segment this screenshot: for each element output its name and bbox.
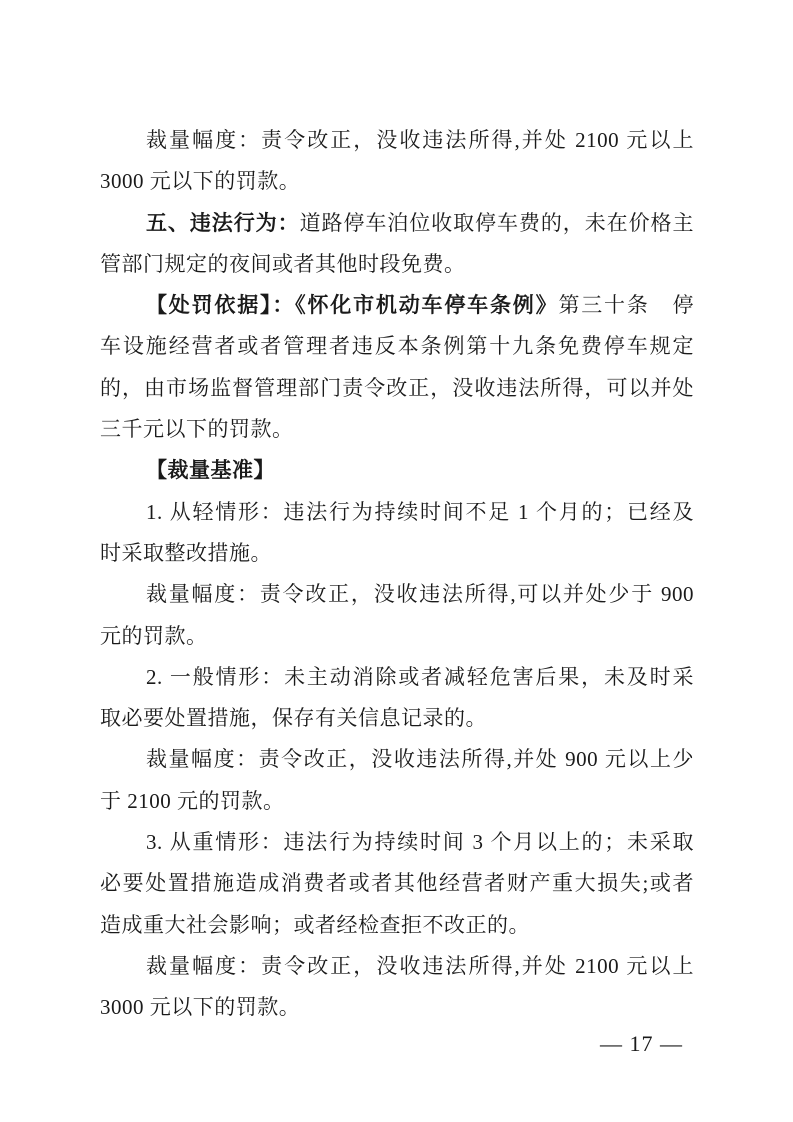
- text-run: 裁量幅度：责令改正，没收违法所得,并处 2100 元以上: [146, 128, 694, 152]
- bold-run: 【裁量基准】: [146, 458, 275, 483]
- text-run: 取必要处置措施，保存有关信息记录的。: [100, 706, 487, 731]
- text-run: 必要处置措施造成消费者或者其他经营者财产重大损失;或者: [100, 871, 694, 896]
- text-run: 管部门规定的夜间或者其他时段免费。: [100, 251, 466, 276]
- text-run: 裁量幅度：责令改正，没收违法所得,并处 900 元以上少: [146, 747, 694, 772]
- section-heading: [100, 450, 694, 491]
- text-line: [100, 326, 694, 367]
- text-run: 时采取整改措施。: [100, 540, 272, 565]
- bold-run: 【处罚依据】：《怀化市机动车停车条例》: [146, 293, 559, 318]
- text-run: 3. 从重情形：违法行为持续时间 3 个月以上的；未采取: [146, 830, 694, 855]
- text-run: 于 2100 元的罚款。: [100, 788, 285, 813]
- text-line: [100, 161, 694, 202]
- text-run: 三千元以下的罚款。: [100, 417, 294, 442]
- text-line: [100, 739, 694, 780]
- text-run: 第三十条 停: [558, 293, 694, 318]
- text-line: [100, 533, 694, 574]
- text-run: 裁量幅度：责令改正，没收违法所得,可以并处少于 900: [146, 582, 694, 607]
- text-run: 3000 元以下的罚款。: [100, 995, 301, 1020]
- text-run: 元的罚款。: [100, 623, 208, 648]
- text-line: [100, 698, 694, 739]
- text-line: [100, 244, 694, 285]
- text-run: 1. 从轻情形：违法行为持续时间不足 1 个月的；已经及: [146, 499, 694, 524]
- text-line: [100, 574, 694, 615]
- text-line: [100, 822, 694, 863]
- text-run: 裁量幅度：责令改正，没收违法所得,并处 2100 元以上: [146, 953, 694, 978]
- page-number: — 17 —: [600, 1031, 683, 1056]
- text-run: 车设施经营者或者管理者违反本条例第十九条免费停车规定: [100, 334, 694, 359]
- bold-run: 五、违法行为：: [146, 210, 300, 235]
- text-line: [100, 409, 694, 450]
- text-line: [100, 616, 694, 657]
- text-line: [100, 492, 694, 533]
- text-line: [100, 657, 694, 698]
- text-run: 的，由市场监督管理部门责令改正，没收违法所得，可以并处: [100, 375, 694, 400]
- text-line: [100, 120, 694, 161]
- text-run: 3000 元以下的罚款。: [100, 169, 301, 194]
- text-run: 造成重大社会影响；或者经检查拒不改正的。: [100, 912, 530, 937]
- text-line: [100, 987, 694, 1028]
- text-line: [100, 946, 694, 987]
- text-line: [100, 285, 694, 326]
- text-line: [100, 368, 694, 409]
- text-line: [100, 203, 694, 244]
- text-run: 2. 一般情形：未主动消除或者减轻危害后果，未及时采: [146, 664, 694, 689]
- text-run: 道路停车泊位收取停车费的，未在价格主: [299, 210, 694, 235]
- text-line: [100, 863, 694, 904]
- text-line: [100, 905, 694, 946]
- text-line: [100, 781, 694, 822]
- document-body: [100, 120, 694, 1029]
